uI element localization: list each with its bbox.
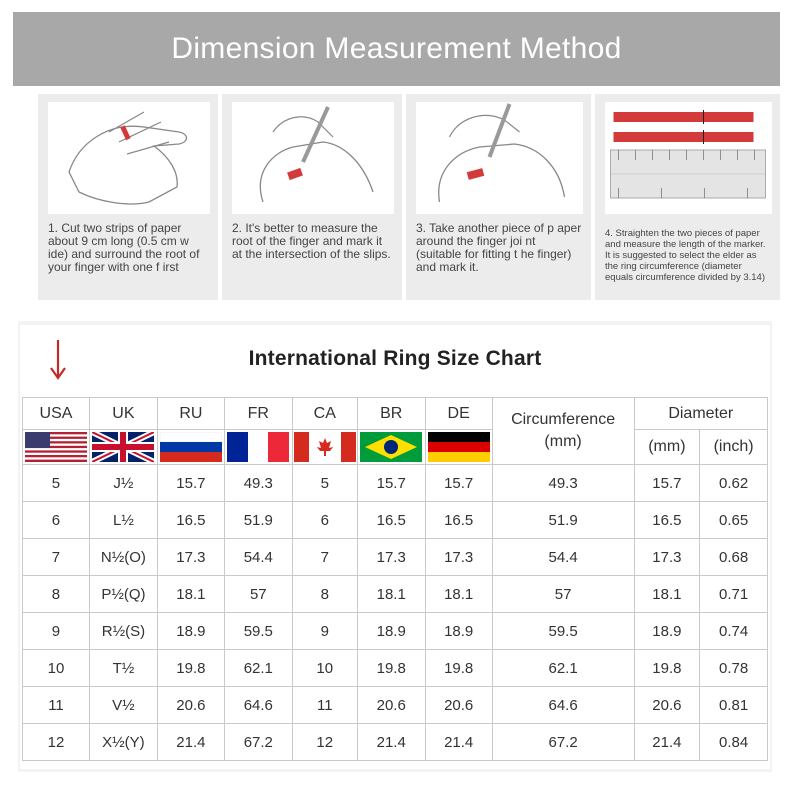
cell-diameter-inch: 0.84 bbox=[700, 724, 768, 761]
cell-uk: R½(S) bbox=[89, 613, 157, 650]
ruler-strips-image bbox=[605, 102, 772, 214]
cell-ru: 21.4 bbox=[157, 724, 224, 761]
step-1-caption: 1. Cut two strips of paper about 9 cm long (0.5 cm w ide) and surround the root of your finger with one f irst bbox=[48, 221, 200, 274]
cell-circumference: 49.3 bbox=[492, 465, 634, 502]
col-de: DE bbox=[425, 398, 492, 430]
cell-diameter-mm: 17.3 bbox=[634, 539, 700, 576]
cell-de: 20.6 bbox=[425, 687, 492, 724]
cell-fr: 51.9 bbox=[224, 502, 292, 539]
cell-br: 17.3 bbox=[357, 539, 425, 576]
cell-diameter-inch: 0.71 bbox=[700, 576, 768, 613]
cell-diameter-mm: 16.5 bbox=[634, 502, 700, 539]
cell-uk: X½(Y) bbox=[89, 724, 157, 761]
cell-br: 16.5 bbox=[357, 502, 425, 539]
fr-flag-cell bbox=[224, 430, 292, 465]
step-3 bbox=[406, 94, 591, 300]
chart-title: International Ring Size Chart bbox=[248, 347, 542, 370]
brazil-flag-icon bbox=[360, 432, 422, 462]
cell-diameter-inch: 0.65 bbox=[700, 502, 768, 539]
step-3-caption: 3. Take another piece of p aper around the finger joi nt (suitable for fitting t he finger) and mark it. bbox=[416, 221, 582, 274]
dia-mm-header: (mm) bbox=[634, 430, 700, 465]
cell-uk: L½ bbox=[89, 502, 157, 539]
table-row bbox=[23, 539, 768, 576]
cell-de: 18.9 bbox=[425, 613, 492, 650]
cell-ca: 6 bbox=[292, 502, 357, 539]
cell-fr: 49.3 bbox=[224, 465, 292, 502]
cell-fr: 64.6 bbox=[224, 687, 292, 724]
cell-ca: 9 bbox=[292, 613, 357, 650]
cell-br: 20.6 bbox=[357, 687, 425, 724]
ring-size-table bbox=[22, 397, 768, 761]
cell-uk: J½ bbox=[89, 465, 157, 502]
step-4-caption: 4. Straighten the two pieces of paper and measure the length of the marker. It is suggested to select the elder as the ring circumference (diameter equals circumference divided by 3.14) bbox=[605, 228, 766, 283]
cell-diameter-mm: 20.6 bbox=[634, 687, 700, 724]
cell-diameter-inch: 0.81 bbox=[700, 687, 768, 724]
page-title: Dimension Measurement Method bbox=[171, 32, 622, 65]
cell-ca: 7 bbox=[292, 539, 357, 576]
cell-uk: V½ bbox=[89, 687, 157, 724]
cell-usa: 7 bbox=[23, 539, 90, 576]
russia-flag-icon bbox=[160, 432, 222, 462]
cell-de: 18.1 bbox=[425, 576, 492, 613]
col-usa: USA bbox=[23, 398, 90, 430]
table-row bbox=[23, 650, 768, 687]
cell-uk: T½ bbox=[89, 650, 157, 687]
table-row bbox=[23, 687, 768, 724]
measurement-steps bbox=[38, 94, 780, 300]
cell-ru: 15.7 bbox=[157, 465, 224, 502]
col-uk: UK bbox=[89, 398, 157, 430]
cell-usa: 10 bbox=[23, 650, 90, 687]
cell-usa: 9 bbox=[23, 613, 90, 650]
ca-flag-cell bbox=[292, 430, 357, 465]
cell-ru: 18.9 bbox=[157, 613, 224, 650]
cell-circumference: 62.1 bbox=[492, 650, 634, 687]
cell-ca: 10 bbox=[292, 650, 357, 687]
ru-flag-cell bbox=[157, 430, 224, 465]
step-4 bbox=[595, 94, 780, 300]
cell-ca: 11 bbox=[292, 687, 357, 724]
canada-flag-icon bbox=[294, 432, 356, 462]
cell-diameter-inch: 0.78 bbox=[700, 650, 768, 687]
cell-de: 17.3 bbox=[425, 539, 492, 576]
col-diameter: Diameter bbox=[634, 398, 767, 430]
cell-br: 19.8 bbox=[357, 650, 425, 687]
cell-circumference: 54.4 bbox=[492, 539, 634, 576]
cell-br: 15.7 bbox=[357, 465, 425, 502]
cell-uk: P½(Q) bbox=[89, 576, 157, 613]
cell-br: 18.1 bbox=[357, 576, 425, 613]
col-ru: RU bbox=[157, 398, 224, 430]
cell-fr: 59.5 bbox=[224, 613, 292, 650]
germany-flag-icon bbox=[428, 432, 490, 462]
cell-ca: 5 bbox=[292, 465, 357, 502]
cell-usa: 8 bbox=[23, 576, 90, 613]
ring-size-chart bbox=[20, 325, 770, 769]
cell-circumference: 51.9 bbox=[492, 502, 634, 539]
cell-ca: 8 bbox=[292, 576, 357, 613]
table-row bbox=[23, 576, 768, 613]
cell-circumference: 57 bbox=[492, 576, 634, 613]
usa-flag-icon bbox=[25, 432, 87, 462]
cell-circumference: 59.5 bbox=[492, 613, 634, 650]
cell-uk: N½(O) bbox=[89, 539, 157, 576]
cell-de: 21.4 bbox=[425, 724, 492, 761]
br-flag-cell bbox=[357, 430, 425, 465]
col-br: BR bbox=[357, 398, 425, 430]
cell-usa: 12 bbox=[23, 724, 90, 761]
cell-ru: 18.1 bbox=[157, 576, 224, 613]
mark-finger-image bbox=[232, 102, 394, 214]
cell-diameter-mm: 15.7 bbox=[634, 465, 700, 502]
cell-fr: 67.2 bbox=[224, 724, 292, 761]
header-banner bbox=[13, 12, 780, 86]
size-rows bbox=[23, 465, 768, 761]
step-1 bbox=[38, 94, 218, 300]
cell-ca: 12 bbox=[292, 724, 357, 761]
dia-inch-header: (inch) bbox=[700, 430, 768, 465]
cell-br: 18.9 bbox=[357, 613, 425, 650]
cell-diameter-inch: 0.62 bbox=[700, 465, 768, 502]
cell-diameter-mm: 19.8 bbox=[634, 650, 700, 687]
cell-circumference: 64.6 bbox=[492, 687, 634, 724]
step-2 bbox=[222, 94, 402, 300]
cell-circumference: 67.2 bbox=[492, 724, 634, 761]
cell-fr: 54.4 bbox=[224, 539, 292, 576]
cell-ru: 19.8 bbox=[157, 650, 224, 687]
header-row bbox=[23, 398, 768, 430]
cell-diameter-mm: 18.9 bbox=[634, 613, 700, 650]
cell-fr: 62.1 bbox=[224, 650, 292, 687]
table-row bbox=[23, 613, 768, 650]
cell-ru: 16.5 bbox=[157, 502, 224, 539]
table-row bbox=[23, 502, 768, 539]
cell-br: 21.4 bbox=[357, 724, 425, 761]
cell-ru: 20.6 bbox=[157, 687, 224, 724]
mark-joint-image bbox=[416, 102, 583, 214]
uk-flag-icon bbox=[92, 432, 154, 462]
usa-flag-cell bbox=[23, 430, 90, 465]
col-fr: FR bbox=[224, 398, 292, 430]
flags-row bbox=[23, 430, 768, 465]
cell-ru: 17.3 bbox=[157, 539, 224, 576]
hand-paper-strip-image bbox=[48, 102, 210, 214]
cell-usa: 11 bbox=[23, 687, 90, 724]
cell-usa: 6 bbox=[23, 502, 90, 539]
cell-diameter-inch: 0.74 bbox=[700, 613, 768, 650]
cell-fr: 57 bbox=[224, 576, 292, 613]
de-flag-cell bbox=[425, 430, 492, 465]
table-row bbox=[23, 465, 768, 502]
cell-usa: 5 bbox=[23, 465, 90, 502]
cell-diameter-mm: 18.1 bbox=[634, 576, 700, 613]
cell-de: 16.5 bbox=[425, 502, 492, 539]
cell-de: 15.7 bbox=[425, 465, 492, 502]
table-row bbox=[23, 724, 768, 761]
cell-diameter-inch: 0.68 bbox=[700, 539, 768, 576]
france-flag-icon bbox=[227, 432, 289, 462]
cell-de: 19.8 bbox=[425, 650, 492, 687]
col-circumference: Circumference (mm) bbox=[492, 398, 634, 465]
cell-diameter-mm: 21.4 bbox=[634, 724, 700, 761]
col-ca: CA bbox=[292, 398, 357, 430]
step-2-caption: 2. It's better to measure the root of the finger and mark it at the intersection of the slips. bbox=[232, 221, 391, 261]
uk-flag-cell bbox=[89, 430, 157, 465]
